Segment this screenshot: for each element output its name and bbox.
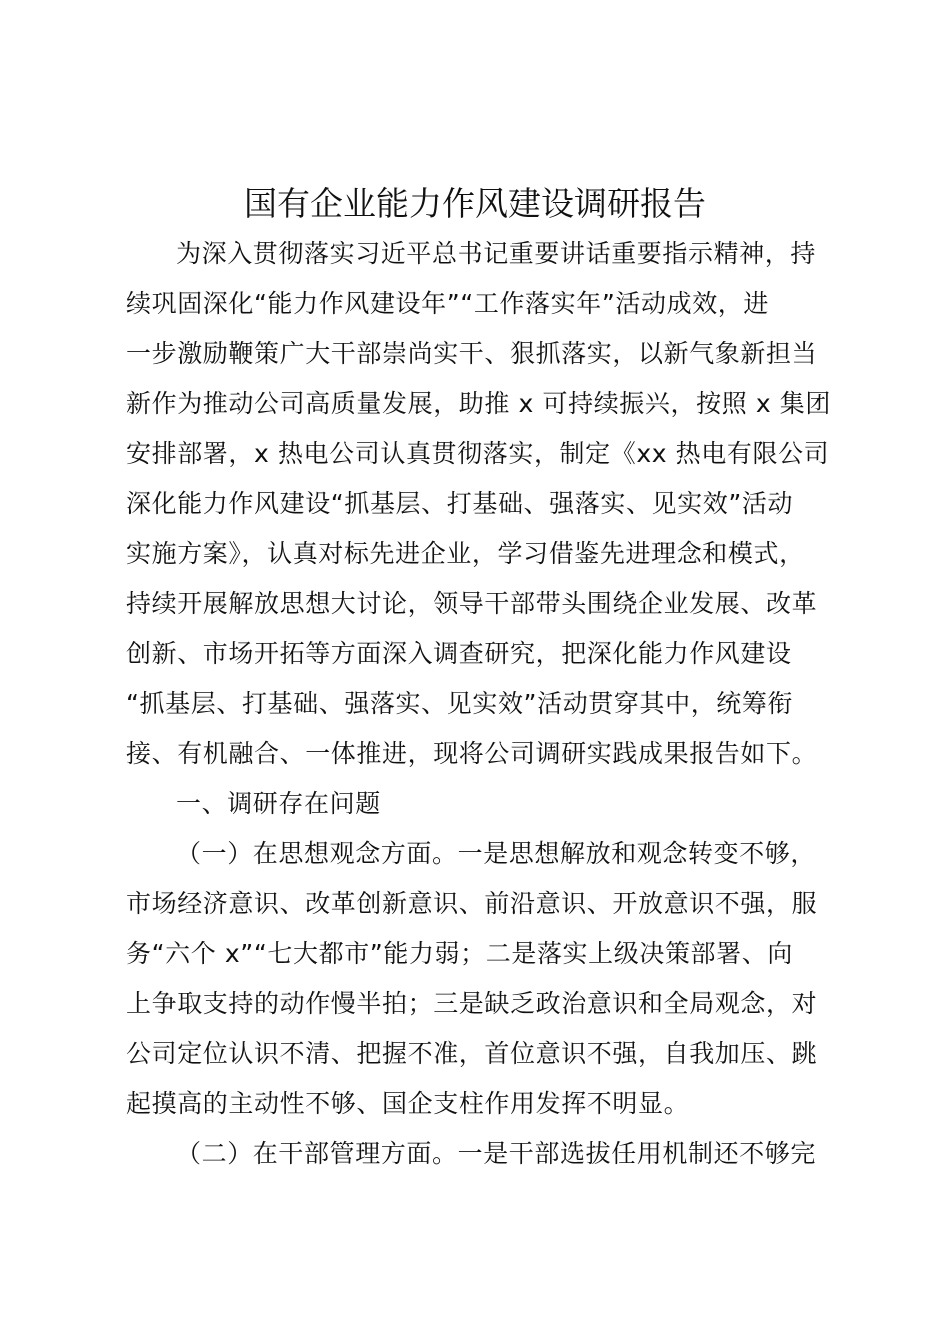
paragraph-line: （二）在干部管理方面。一是干部选拔任用机制还不够完 [176, 1139, 817, 1168]
paragraph-line: 续巩固深化“能力作风建设年”“工作落实年”活动成效，进 [126, 289, 770, 318]
document-title: 国有企业能力作风建设调研报告 [244, 184, 706, 223]
paragraph-line: 为深入贯彻落实习近平总书记重要讲话重要指示精神，持 [176, 239, 817, 268]
paragraph-line: 安排部署，x 热电公司认真贯彻落实，制定《xx 热电有限公司 [126, 439, 830, 468]
paragraph-line: 新作为推动公司高质量发展，助推 x 可持续振兴，按照 x 集团 [126, 389, 831, 418]
paragraph-line: 公司定位认识不清、把握不准，首位意识不强，自我加压、跳 [126, 1039, 818, 1068]
paragraph-line: （一）在思想观念方面。一是思想解放和观念转变不够， [176, 839, 817, 868]
paragraph-line: 一步激励鞭策广大干部崇尚实干、狠抓落实，以新气象新担当 [126, 339, 818, 368]
paragraph-line: 务“六个 x”“七大都市”能力弱；二是落实上级决策部署、向 [126, 939, 793, 968]
paragraph-line: 深化能力作风建设“抓基层、打基础、强落实、见实效”活动 [126, 489, 794, 518]
paragraph-line: 持续开展解放思想大讨论，领导干部带头围绕企业发展、改革 [126, 589, 818, 618]
section-heading: 一、调研存在问题 [176, 789, 381, 818]
paragraph-line: 市场经济意识、改革创新意识、前沿意识、开放意识不强，服 [126, 889, 818, 918]
paragraph-line: 接、有机融合、一体推进，现将公司调研实践成果报告如下。 [126, 739, 818, 768]
paragraph-line: 起摸高的主动性不够、国企支柱作用发挥不明显。 [126, 1089, 690, 1118]
paragraph-line: 上争取支持的动作慢半拍；三是缺乏政治意识和全局观念，对 [126, 989, 818, 1018]
paragraph-line: 创新、市场开拓等方面深入调查研究，把深化能力作风建设 [126, 639, 792, 668]
paragraph-line: “抓基层、打基础、强落实、见实效”活动贯穿其中，统筹衔 [126, 689, 794, 718]
paragraph-line: 实施方案》，认真对标先进企业，学习借鉴先进理念和模式， [126, 539, 805, 568]
